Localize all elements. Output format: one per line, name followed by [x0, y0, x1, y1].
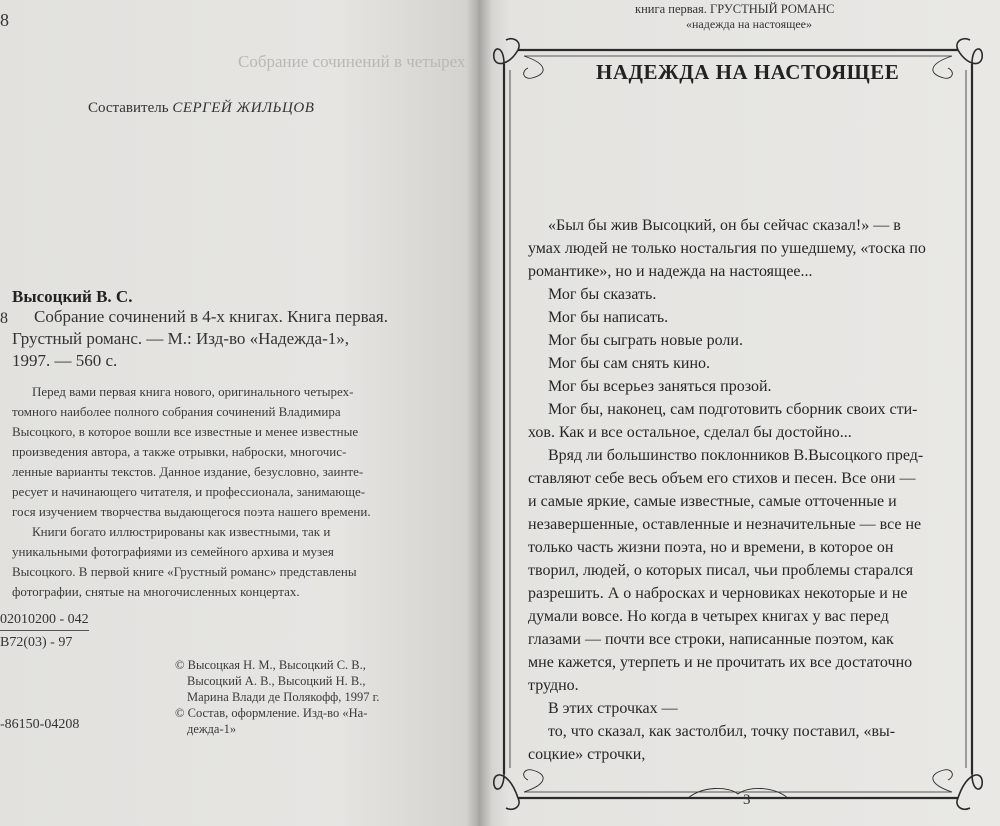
- body-line: Мог бы сам снять кино.: [548, 355, 711, 372]
- compiler-name: СЕРГЕЙ ЖИЛЬЦОВ: [172, 100, 315, 116]
- annotation-line: уникальными фотографиями из семейного архива и музея: [12, 544, 334, 559]
- body-line: Мог бы сказать.: [548, 286, 657, 303]
- body-line: умах людей не только ностальгия по ушедшему, «тоска по: [528, 240, 926, 257]
- body-line: то, что сказал, как застолбил, точку поставил, «вы-: [548, 723, 896, 740]
- body-line: трудно.: [528, 677, 579, 694]
- body-line: разрешить. А о набросках и черновиках некоторые и не: [528, 585, 908, 602]
- body-line: ставляют себе весь объем его стихов и песен. Все они —: [528, 470, 916, 487]
- running-header: книга первая. ГРУСТНЫЙ РОМАНС: [635, 2, 835, 16]
- annotation: [12, 382, 417, 602]
- margin-mark-side: 8: [0, 310, 8, 327]
- body-line: Мог бы написать.: [548, 309, 669, 326]
- body-line: «Был бы жив Высоцкий, он бы сейчас сказал!» — в: [548, 217, 901, 234]
- copyright-line: дежда-1»: [187, 722, 237, 736]
- annotation-line: фотографии, снятые на многочисленных концертах.: [12, 584, 300, 599]
- author-heading: Высоцкий В. С.: [12, 287, 133, 306]
- annotation-line: гося изучением творчества выдающегося поэта нашего времени.: [12, 504, 371, 519]
- annotation-line: Перед вами первая книга нового, оригинального четырех-: [32, 384, 354, 399]
- annotation-line: Высоцкого, в которое вошли все известные и менее известные: [12, 424, 359, 439]
- bleed-through-text: Собрание сочинений в четырех: [238, 52, 466, 71]
- body-line: незавершенные, оставленные и незначительные — все не: [528, 516, 922, 533]
- annotation-line: Книги богато иллюстрированы как известными, так и: [32, 524, 331, 539]
- body-line: хов. Как и все остальное, сделал бы достойно...: [528, 424, 852, 441]
- body-line: романтике», но и надежда на настоящее...: [528, 263, 813, 280]
- body-line: только часть жизни поэта, но и времени, в которое он: [528, 539, 894, 556]
- copyright-line: © Высоцкая Н. М., Высоцкий С. В.,: [175, 658, 366, 672]
- biblio-line: Собрание сочинений в 4-х книгах. Книга первая.: [34, 307, 388, 326]
- compiler-credit: [88, 100, 314, 117]
- annotation-line: произведения автора, а также отрывки, наброски, многочис-: [12, 444, 347, 459]
- copyright-line: Марина Влади де Полякофф, 1997 г.: [187, 690, 380, 704]
- biblio-line: 1997. — 560 с.: [12, 351, 118, 370]
- left-page: [0, 0, 478, 826]
- classification-code: В72(03) - 97: [0, 635, 73, 650]
- body-line: В этих строчках —: [548, 700, 678, 717]
- body-line: глазами — почти все строки, написанные поэтом, как: [528, 631, 894, 648]
- body-line: Мог бы сыграть новые роли.: [548, 332, 743, 349]
- isbn-number: -86150-04208: [0, 717, 80, 732]
- annotation-line: ресует и начинающего читателя, и профессионала, занимающе-: [12, 484, 366, 499]
- bibliographic-record: [12, 306, 422, 372]
- body-line: творил, людей, о которых писал, чьи проблемы старался: [528, 562, 914, 579]
- page-number: 3: [743, 792, 751, 808]
- annotation-line: Высоцкого. В первой книге «Грустный романс» представлены: [12, 564, 357, 579]
- compiler-label: Составитель: [88, 100, 169, 116]
- biblio-line: Грустный романс. — М.: Изд-во «Надежда-1»,: [12, 329, 349, 348]
- classification-code: 02010200 - 042: [0, 612, 89, 631]
- body-line: думали вовсе. Но когда в четырех книгах у вас перед: [528, 608, 889, 625]
- body-line: Мог бы, наконец, сам подготовить сборник своих сти-: [548, 401, 918, 418]
- body-line: Вряд ли большинство поклонников В.Высоцкого пред-: [548, 447, 924, 464]
- annotation-line: ленные варианты текстов. Данное издание, безусловно, заинте-: [12, 464, 364, 479]
- body-line: соцкие» строчки,: [528, 746, 646, 763]
- chapter-body: [528, 214, 973, 766]
- copyright-line: Высоцкий А. В., Высоцкий Н. В.,: [187, 674, 366, 688]
- copyright-line: © Состав, оформление. Изд-во «На-: [175, 706, 368, 720]
- annotation-line: томного наиболее полного собрания сочинений Владимира: [12, 404, 341, 419]
- running-header-subtitle: «надежда на настоящее»: [686, 17, 812, 31]
- body-line: и самые яркие, самые известные, самые отточенные и: [528, 493, 897, 510]
- margin-mark-top: 8: [0, 10, 9, 30]
- body-line: Мог бы всерьез заняться прозой.: [548, 378, 772, 395]
- body-line: мне кажется, утерпеть и не прочитать их все достаточно: [528, 654, 913, 671]
- copyright-block: [175, 657, 430, 737]
- chapter-title: НАДЕЖДА НА НАСТОЯЩЕЕ: [596, 60, 900, 84]
